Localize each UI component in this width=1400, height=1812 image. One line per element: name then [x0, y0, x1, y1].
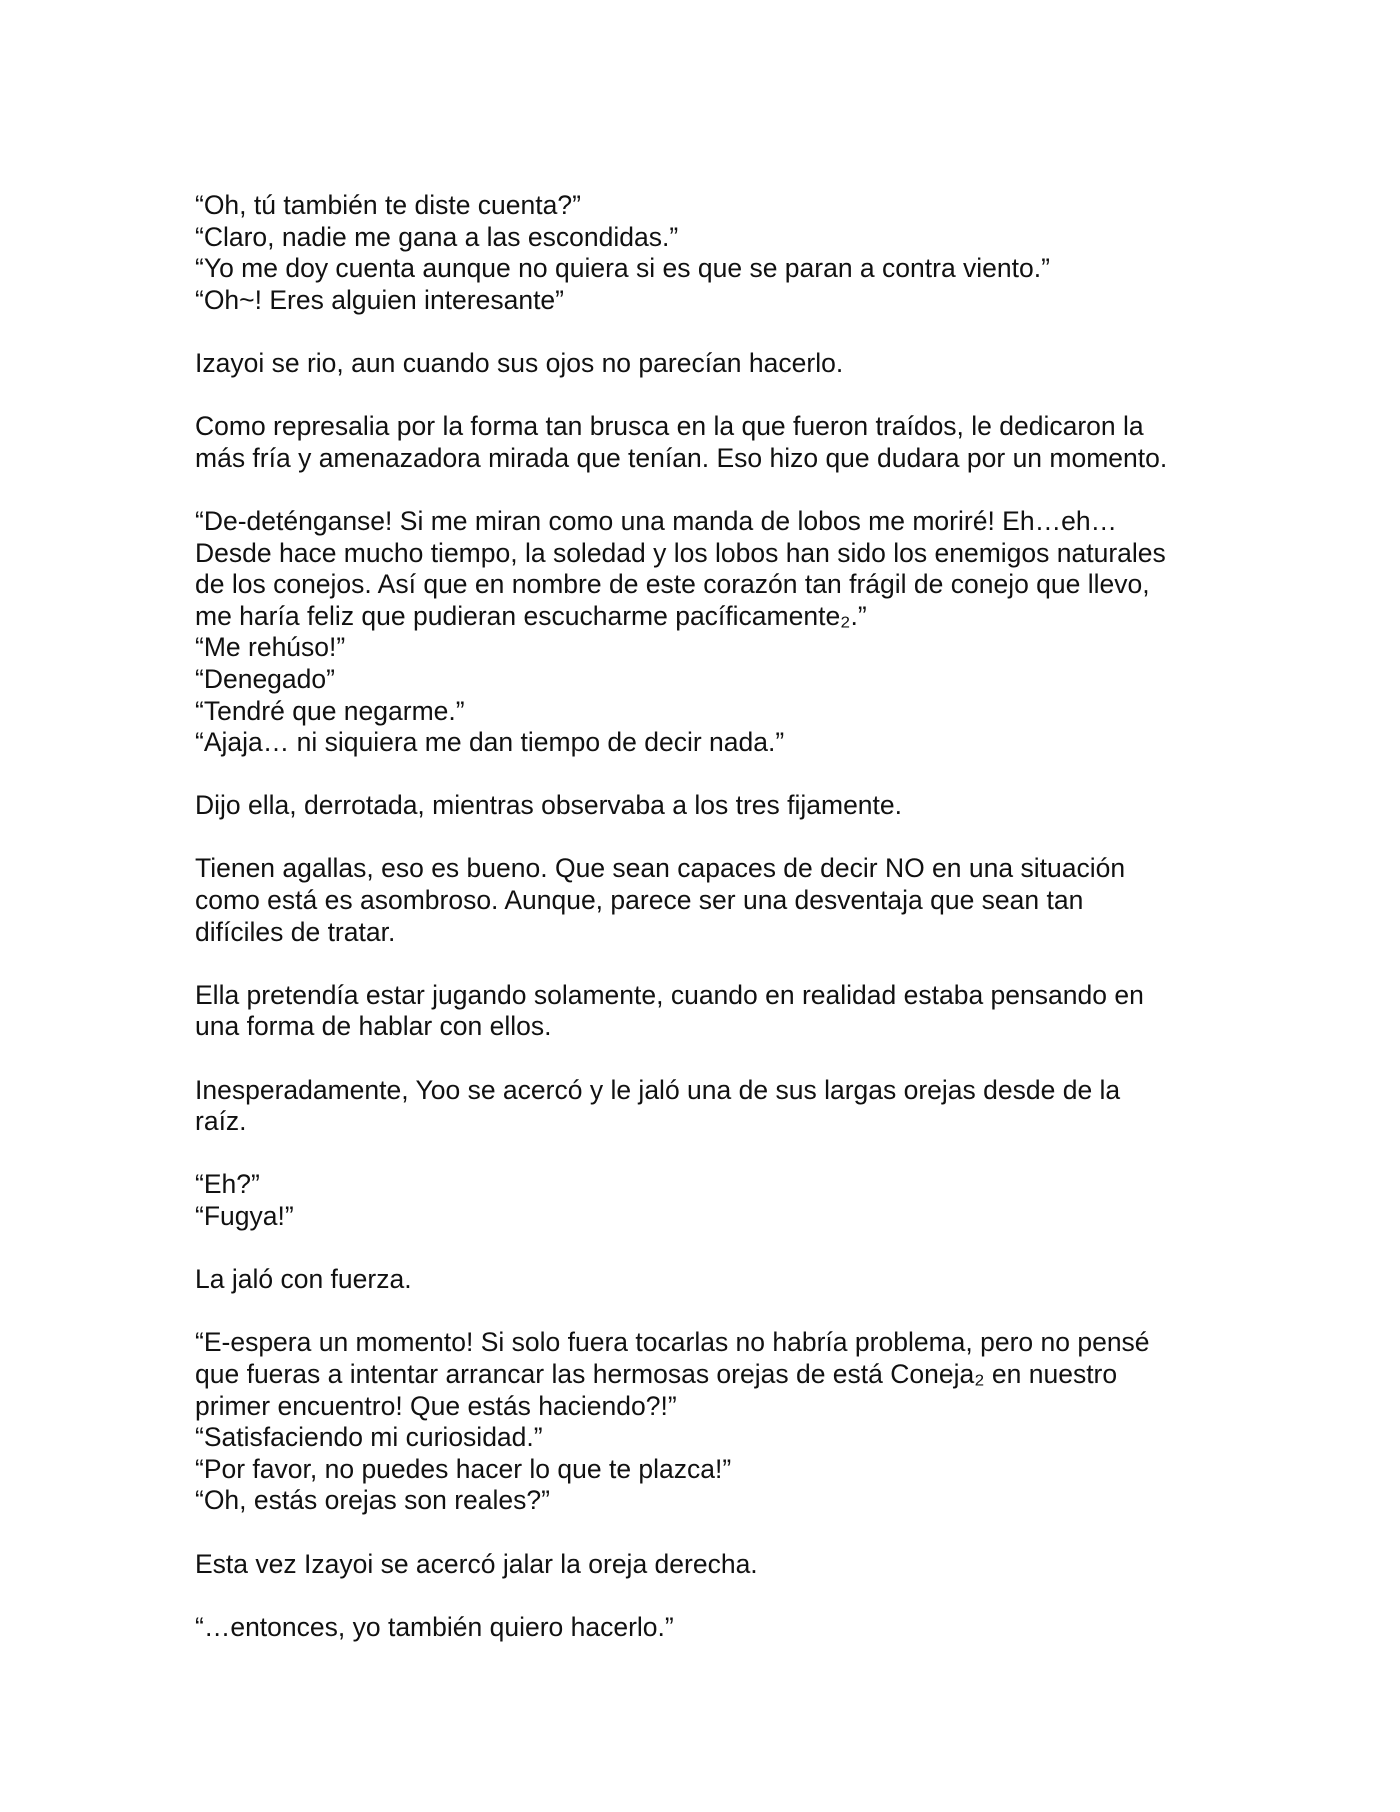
text-line: “Me rehúso!” [195, 632, 346, 663]
paragraph [195, 1612, 1235, 1644]
text-line: Desde hace mucho tiempo, la soledad y los lobos han sido los enemigos naturales [195, 537, 1166, 568]
text-line: Inesperadamente, Yoo se acercó y le jaló una de sus largas orejas desde de la [195, 1074, 1121, 1105]
text-line: Ella pretendía estar jugando solamente, cuando en realidad estaba pensando en [195, 979, 1144, 1010]
paragraph [195, 1169, 1235, 1232]
text-line: “De-deténganse! Si me miran como una manda de lobos me moriré! Eh…eh… [195, 505, 1118, 536]
paragraph [195, 506, 1235, 759]
text-line: “Eh?” [195, 1169, 260, 1200]
text-line: “Claro, nadie me gana a las escondidas.” [195, 221, 679, 252]
paragraph [195, 853, 1235, 948]
paragraph [195, 790, 1235, 822]
text-line: “Oh~! Eres alguien interesante” [195, 284, 564, 315]
text-line: de los conejos. Así que en nombre de este corazón tan frágil de conejo que llevo, [195, 569, 1150, 600]
text-line: como está es asombroso. Aunque, parece ser una desventaja que sean tan [195, 885, 1084, 916]
text-line: “Oh, tú también te diste cuenta?” [195, 190, 581, 220]
text-line: “Oh, estás orejas son reales?” [195, 1485, 550, 1516]
text-line: Dijo ella, derrotada, mientras observaba a los tres fijamente. [195, 790, 903, 821]
text-line: “Tendré que negarme.” [195, 695, 465, 726]
paragraph [195, 1549, 1235, 1581]
paragraph [195, 1327, 1235, 1517]
paragraph [195, 190, 1235, 316]
text-line: Tienen agallas, eso es bueno. Que sean capaces de decir NO en una situación [195, 853, 1126, 884]
paragraph [195, 1264, 1235, 1296]
text-line: “Por favor, no puedes hacer lo que te plazca!” [195, 1453, 732, 1484]
text-line: Como represalia por la forma tan brusca en la que fueron traídos, le dedicaron la [195, 411, 1144, 442]
text-line: “Denegado” [195, 663, 335, 694]
text-line: “Yo me doy cuenta aunque no quiera si es que se paran a contra viento.” [195, 253, 1050, 284]
text-line: que fueras a intentar arrancar las hermosas orejas de está Coneja₂ en nuestro [195, 1358, 1118, 1389]
text-line: primer encuentro! Que estás haciendo?!” [195, 1390, 677, 1421]
text-line: “…entonces, yo también quiero hacerlo.” [195, 1611, 674, 1642]
text-line: “Satisfaciendo mi curiosidad.” [195, 1422, 543, 1453]
paragraph [195, 980, 1235, 1043]
paragraph [195, 348, 1235, 380]
text-line: raíz. [195, 1106, 247, 1137]
text-line: “Fugya!” [195, 1201, 294, 1231]
paragraph [195, 411, 1235, 474]
text-line: más fría y amenazadora mirada que tenían. Eso hizo que dudara por un momento. [195, 442, 1168, 473]
text-line: La jaló con fuerza. [195, 1264, 412, 1295]
text-line: “E-espera un momento! Si solo fuera tocarlas no habría problema, pero no pensé [195, 1327, 1150, 1358]
text-line: “Ajaja… ni siquiera me dan tiempo de decir nada.” [195, 727, 785, 758]
document-body [195, 190, 1235, 1675]
text-line: me haría feliz que pudieran escucharme pacíficamente₂.” [195, 600, 867, 631]
text-line: Esta vez Izayoi se acercó jalar la oreja derecha. [195, 1548, 758, 1579]
text-line: una forma de hablar con ellos. [195, 1011, 552, 1042]
text-line: difíciles de tratar. [195, 916, 396, 947]
text-line: Izayoi se rio, aun cuando sus ojos no parecían hacerlo. [195, 347, 844, 378]
paragraph [195, 1075, 1235, 1138]
